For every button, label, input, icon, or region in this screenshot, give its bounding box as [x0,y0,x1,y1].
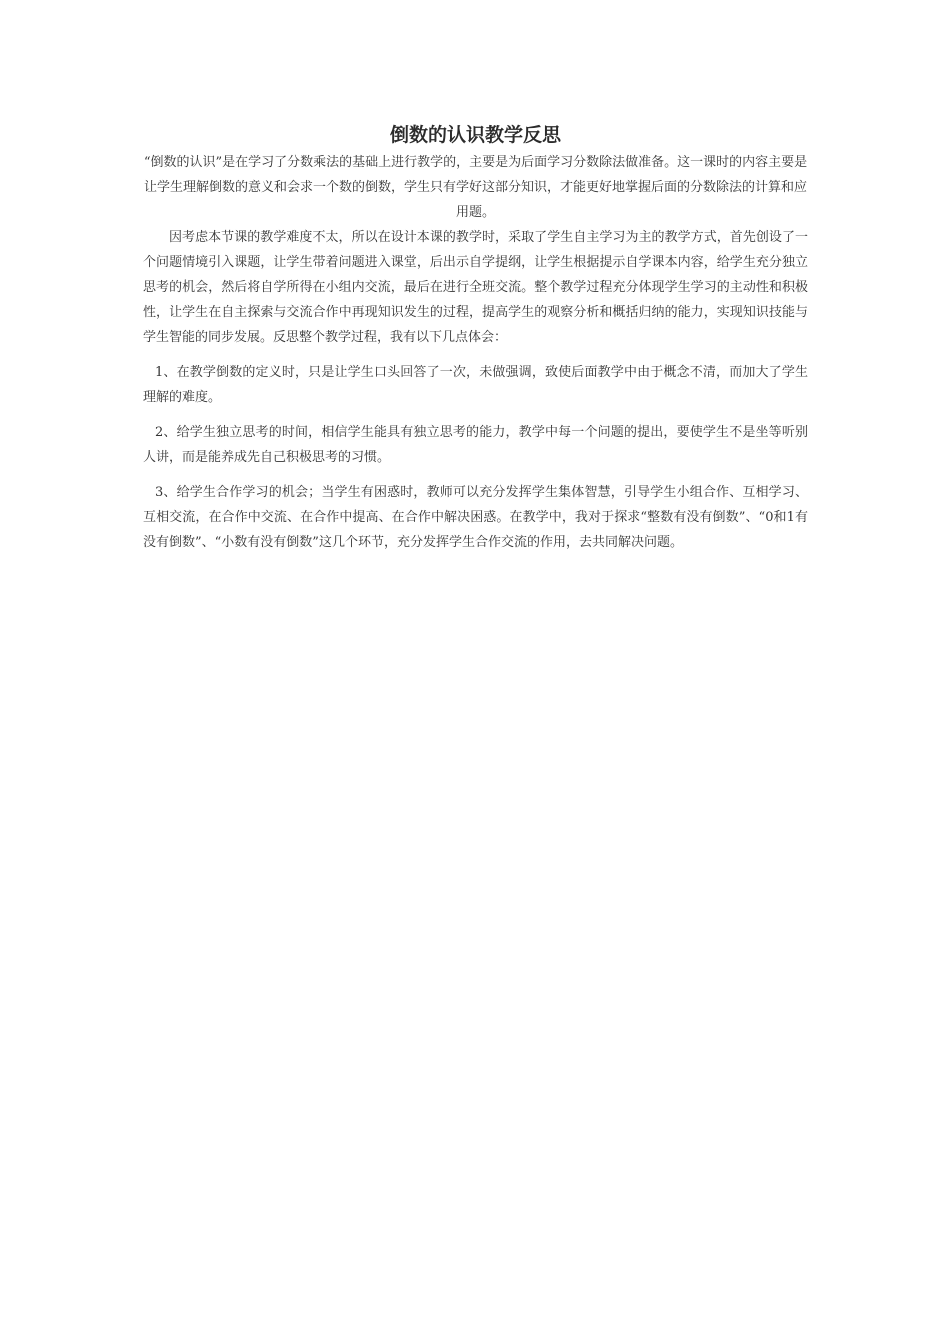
reflection-point-text: 3、给学生合作学习的机会；当学生有困惑时，教师可以充分发挥学生集体智慧，引导学生小组合作、互相学习、互相交流，在合作中交流、在合作中提高、在合作中解决困惑。在教学中，我对于探求“整数有没有倒数”、“0和1有没有倒数”、“小数有没有倒数”这几个环节，充分发挥学生合作交流的作用，去共同解决问题。 [143,485,808,550]
reflection-point-1 [143,360,808,410]
reflection-point-text: 2、给学生独立思考的时间，相信学生能具有独立思考的能力，教学中每一个问题的提出，要使学生不是坐等听别人讲，而是能养成先自己积极思考的习惯。 [143,425,808,465]
document-title: 倒数的认识教学反思 [389,124,561,146]
document-body [143,120,808,555]
reflection-point-2 [143,420,808,470]
reflection-point-3 [143,480,808,555]
body-paragraph: 因考虑本节课的教学难度不太，所以在设计本课的教学时，采取了学生自主学习为主的教学方式，首先创设了一个问题情境引入课题，让学生带着问题进入课堂，后出示自学提纲，让学生根据提示自学课本内容，给学生充分独立思考的机会，然后将自学所得在小组内交流，最后在进行全班交流。整个教学过程充分体现学生学习的主动性和积极性，让学生在自主探索与交流合作中再现知识发生的过程，提高学生的观察分析和概括归纳的能力，实现知识技能与学生智能的同步发展。反思整个教学过程，我有以下几点体会： [143,230,808,345]
intro-paragraph: “倒数的认识”是在学习了分数乘法的基础上进行教学的，主要是为后面学习分数除法做准备。这一课时的内容主要是让学生理解倒数的意义和会求一个数的倒数，学生只有学好这部分知识，才能更好地掌握后面的分数除法的计算和应用题。 [143,155,808,220]
reflection-point-text: 1、在教学倒数的定义时，只是让学生口头回答了一次，未做强调，致使后面教学中由于概念不清，而加大了学生理解的难度。 [143,365,808,405]
